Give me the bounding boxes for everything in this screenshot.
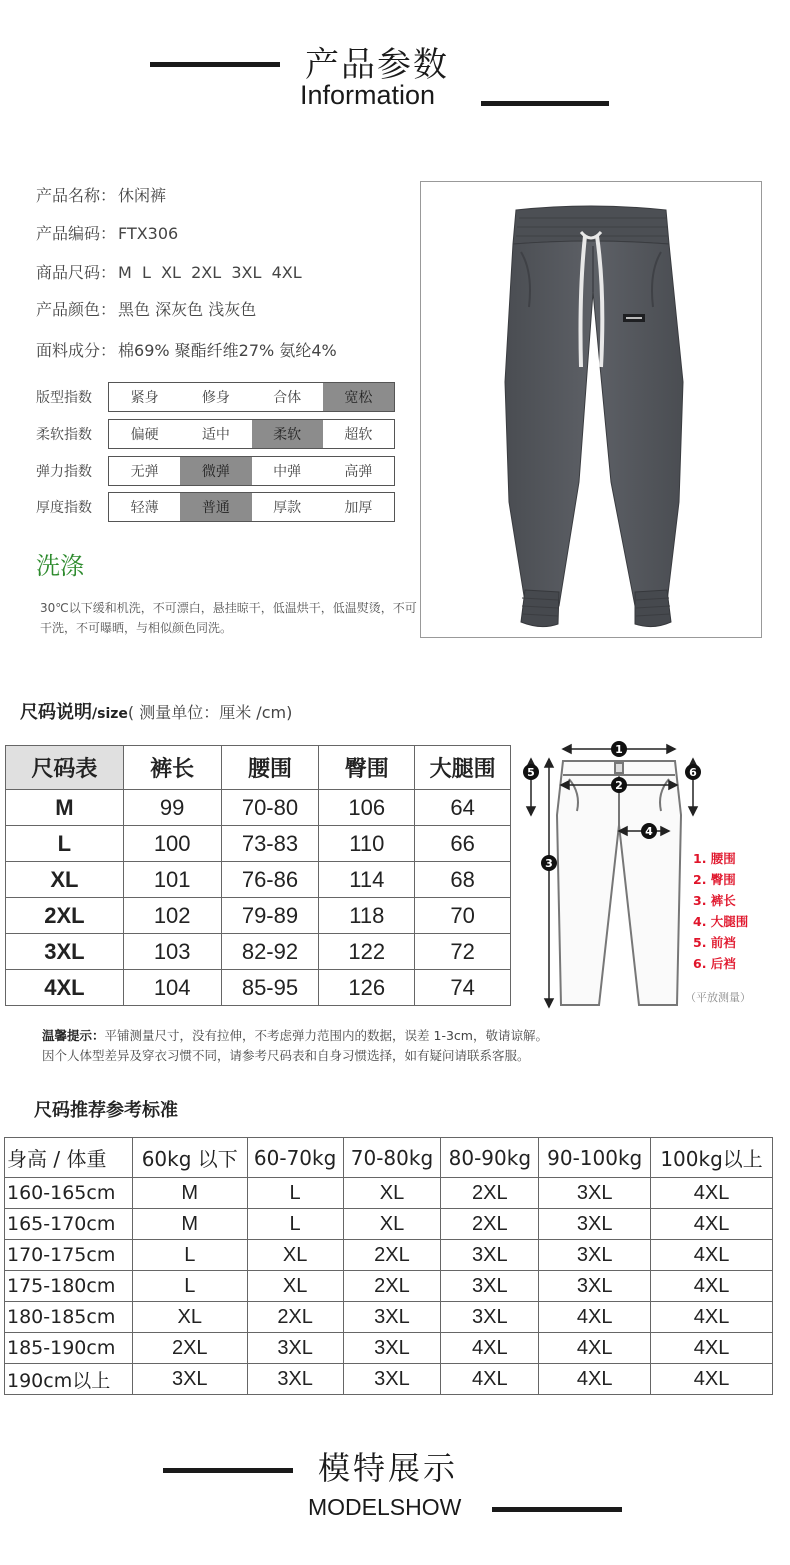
table-cell: XL <box>247 1240 343 1271</box>
table-row <box>6 826 511 862</box>
info-sizes: 商品尺码： M L XL 2XL 3XL 4XL <box>36 263 302 282</box>
table-row <box>5 1209 773 1240</box>
info-name: 产品名称： 休闲裤 <box>36 186 167 205</box>
table-cell: 103 <box>123 934 221 970</box>
legend-item: 3. 裤长 <box>693 893 736 908</box>
index-option: 普通 <box>180 493 251 521</box>
pants-illustration <box>421 182 762 638</box>
index-option: 宽松 <box>323 383 394 411</box>
table-cell: 4XL <box>6 970 124 1006</box>
index-option: 高弹 <box>344 464 373 480</box>
index-option: 偏硬 <box>130 427 159 443</box>
table-cell: 85-95 <box>221 970 319 1006</box>
table-cell: 190cm以上 <box>5 1364 133 1395</box>
table-cell: M <box>6 790 124 826</box>
table-cell: 4XL <box>539 1302 651 1333</box>
table-cell: XL <box>343 1209 441 1240</box>
table-cell: 4XL <box>539 1364 651 1395</box>
header-cell: 腰围 <box>221 746 319 790</box>
index-scale <box>108 456 395 486</box>
table-cell: 185-190cm <box>5 1333 133 1364</box>
header-cell: 70-80kg <box>343 1138 441 1178</box>
recommend-table <box>4 1137 773 1395</box>
table-cell: XL <box>6 862 124 898</box>
section-title-en: Information <box>300 80 436 110</box>
table-cell: 3XL <box>247 1364 343 1395</box>
diagram-num-1: 1 <box>615 743 623 756</box>
tips: 温馨提示：平铺测量尺寸，没有拉伸，不考虑弹力范围内的数据，误差 1-3cm，敬请谅解。 因个人体型差异及穿衣习惯不同，请参考尺码表和自身习惯选择，如有疑问请联系客服。 <box>42 1028 548 1063</box>
legend-item: 1. 腰围 <box>693 851 736 866</box>
table-cell: 4XL <box>651 1302 773 1333</box>
header-cell: 大腿围 <box>415 746 511 790</box>
table-cell: 3XL <box>343 1364 441 1395</box>
index-option: 柔软 <box>252 420 323 448</box>
index-option: 合体 <box>273 390 302 406</box>
section-title-cn: 产品参数 <box>305 45 449 85</box>
section-title-en: MODELSHOW <box>308 1494 462 1520</box>
diagram-num-3: 3 <box>545 857 553 870</box>
diagram-note: （平放测量） <box>685 991 751 1004</box>
index-scale <box>108 382 395 412</box>
table-cell: 76-86 <box>221 862 319 898</box>
table-cell: 3XL <box>539 1271 651 1302</box>
table-cell: XL <box>247 1271 343 1302</box>
header-line-left <box>150 62 280 67</box>
table-cell: 126 <box>319 970 415 1006</box>
index-option: 加厚 <box>344 500 373 516</box>
table-cell: 2XL <box>441 1178 539 1209</box>
index-option: 修身 <box>201 390 230 406</box>
table-cell: 170-175cm <box>5 1240 133 1271</box>
table-row <box>5 1333 773 1364</box>
index-fit <box>36 382 395 412</box>
table-cell: 2XL <box>247 1302 343 1333</box>
table-cell: M <box>132 1178 247 1209</box>
header2-line-right <box>492 1507 622 1512</box>
table-cell: 99 <box>123 790 221 826</box>
table-cell: 2XL <box>343 1240 441 1271</box>
table-cell: 3XL <box>132 1364 247 1395</box>
table-cell: 106 <box>319 790 415 826</box>
table-cell: 4XL <box>651 1271 773 1302</box>
table-cell: 79-89 <box>221 898 319 934</box>
table-cell: XL <box>132 1302 247 1333</box>
table-cell: 4XL <box>441 1364 539 1395</box>
table-cell: 160-165cm <box>5 1178 133 1209</box>
table-cell: 3XL <box>539 1240 651 1271</box>
header-cell: 90-100kg <box>539 1138 651 1178</box>
table-cell: 2XL <box>343 1271 441 1302</box>
diagram-num-6: 6 <box>689 766 697 779</box>
table-cell: 3XL <box>441 1271 539 1302</box>
table-row <box>5 1178 773 1209</box>
table-row <box>6 970 511 1006</box>
table-cell: 118 <box>319 898 415 934</box>
legend-item: 4. 大腿围 <box>693 914 749 929</box>
table-cell: 101 <box>123 862 221 898</box>
header-cell: 尺码表 <box>6 746 124 790</box>
table-cell: 64 <box>415 790 511 826</box>
table-cell: 2XL <box>441 1209 539 1240</box>
index-scale <box>108 419 395 449</box>
table-cell: 3XL <box>6 934 124 970</box>
section-title-cn: 模特展示 <box>318 1449 459 1487</box>
index-option: 紧身 <box>130 390 159 406</box>
header-cell: 60-70kg <box>247 1138 343 1178</box>
table-row <box>6 790 511 826</box>
recommend-header <box>5 1138 773 1178</box>
size-table <box>5 745 511 1006</box>
table-cell: 70-80 <box>221 790 319 826</box>
index-option: 无弹 <box>130 464 159 480</box>
header-cell: 60kg 以下 <box>132 1138 247 1178</box>
table-cell: 4XL <box>441 1333 539 1364</box>
table-cell: 4XL <box>651 1333 773 1364</box>
table-row <box>5 1271 773 1302</box>
table-cell: 122 <box>319 934 415 970</box>
diagram-num-5: 5 <box>527 766 535 779</box>
legend-item: 2. 臀围 <box>693 872 736 887</box>
table-cell: 165-170cm <box>5 1209 133 1240</box>
header-cell: 100kg以上 <box>651 1138 773 1178</box>
table-row <box>5 1364 773 1395</box>
table-cell: L <box>6 826 124 862</box>
table-cell: 180-185cm <box>5 1302 133 1333</box>
index-option: 微弹 <box>180 457 251 485</box>
index-softness <box>36 419 395 449</box>
index-option: 中弹 <box>273 464 302 480</box>
header-line-right <box>481 101 609 106</box>
index-thickness <box>36 492 395 522</box>
table-cell: 4XL <box>651 1209 773 1240</box>
table-cell: 82-92 <box>221 934 319 970</box>
table-cell: 4XL <box>651 1178 773 1209</box>
header2-line-left <box>163 1468 293 1473</box>
table-cell: 3XL <box>539 1178 651 1209</box>
index-option: 厚款 <box>273 500 302 516</box>
info-fabric: 面料成分： 棉69% 聚酯纤维27% 氨纶4% <box>36 341 337 360</box>
table-cell: 104 <box>123 970 221 1006</box>
table-row <box>6 862 511 898</box>
table-cell: 3XL <box>247 1333 343 1364</box>
wash-instructions: 30℃以下缓和机洗，不可漂白，悬挂晾干，低温烘干，低温熨烫，不可干洗，不可曝晒，与相似颜色同洗。 <box>40 601 417 635</box>
info-code: 产品编码： FTX306 <box>36 224 179 243</box>
index-elasticity <box>36 456 395 486</box>
legend-item: 5. 前裆 <box>693 935 736 950</box>
table-cell: L <box>132 1271 247 1302</box>
index-option: 轻薄 <box>130 500 159 516</box>
recommend-title: 尺码推荐参考标准 <box>34 1100 178 1121</box>
table-cell: 3XL <box>343 1333 441 1364</box>
index-option: 适中 <box>201 427 230 443</box>
size-table-header <box>6 746 511 790</box>
header-cell: 身高 / 体重 <box>5 1138 133 1178</box>
table-cell: 102 <box>123 898 221 934</box>
table-cell: 3XL <box>343 1302 441 1333</box>
index-label: 厚度指数 <box>36 500 92 516</box>
index-label: 柔软指数 <box>36 427 92 443</box>
table-cell: 74 <box>415 970 511 1006</box>
table-cell: 4XL <box>651 1364 773 1395</box>
size-title: 尺码说明/size( 测量单位：厘米 /cm) <box>20 702 293 723</box>
table-cell: L <box>247 1209 343 1240</box>
table-cell: L <box>132 1240 247 1271</box>
table-cell: 3XL <box>441 1302 539 1333</box>
header-cell: 臀围 <box>319 746 415 790</box>
table-cell: 100 <box>123 826 221 862</box>
table-cell: 4XL <box>651 1240 773 1271</box>
diagram-num-2: 2 <box>615 779 623 792</box>
diagram-num-4: 4 <box>645 825 653 838</box>
table-cell: 175-180cm <box>5 1271 133 1302</box>
table-cell: 68 <box>415 862 511 898</box>
header-cell: 裤长 <box>123 746 221 790</box>
table-cell: XL <box>343 1178 441 1209</box>
index-label: 弹力指数 <box>36 464 92 480</box>
table-row <box>6 934 511 970</box>
table-cell: 72 <box>415 934 511 970</box>
index-scale <box>108 492 395 522</box>
table-cell: M <box>132 1209 247 1240</box>
index-option: 超软 <box>344 427 373 443</box>
table-cell: 3XL <box>539 1209 651 1240</box>
table-cell: 114 <box>319 862 415 898</box>
table-cell: 70 <box>415 898 511 934</box>
info-colors: 产品颜色： 黑色 深灰色 浅灰色 <box>36 300 257 319</box>
table-cell: 2XL <box>6 898 124 934</box>
legend-item: 6. 后裆 <box>693 956 736 971</box>
table-cell: 4XL <box>539 1333 651 1364</box>
table-row <box>6 898 511 934</box>
product-photo <box>420 181 762 638</box>
wash-title: 洗涤 <box>36 552 84 580</box>
table-cell: 3XL <box>441 1240 539 1271</box>
table-cell: L <box>247 1178 343 1209</box>
table-cell: 110 <box>319 826 415 862</box>
table-row <box>5 1240 773 1271</box>
table-row <box>5 1302 773 1333</box>
header-cell: 80-90kg <box>441 1138 539 1178</box>
table-cell: 73-83 <box>221 826 319 862</box>
measurement-diagram <box>515 735 785 1015</box>
index-label: 版型指数 <box>36 390 92 406</box>
table-cell: 66 <box>415 826 511 862</box>
table-cell: 2XL <box>132 1333 247 1364</box>
